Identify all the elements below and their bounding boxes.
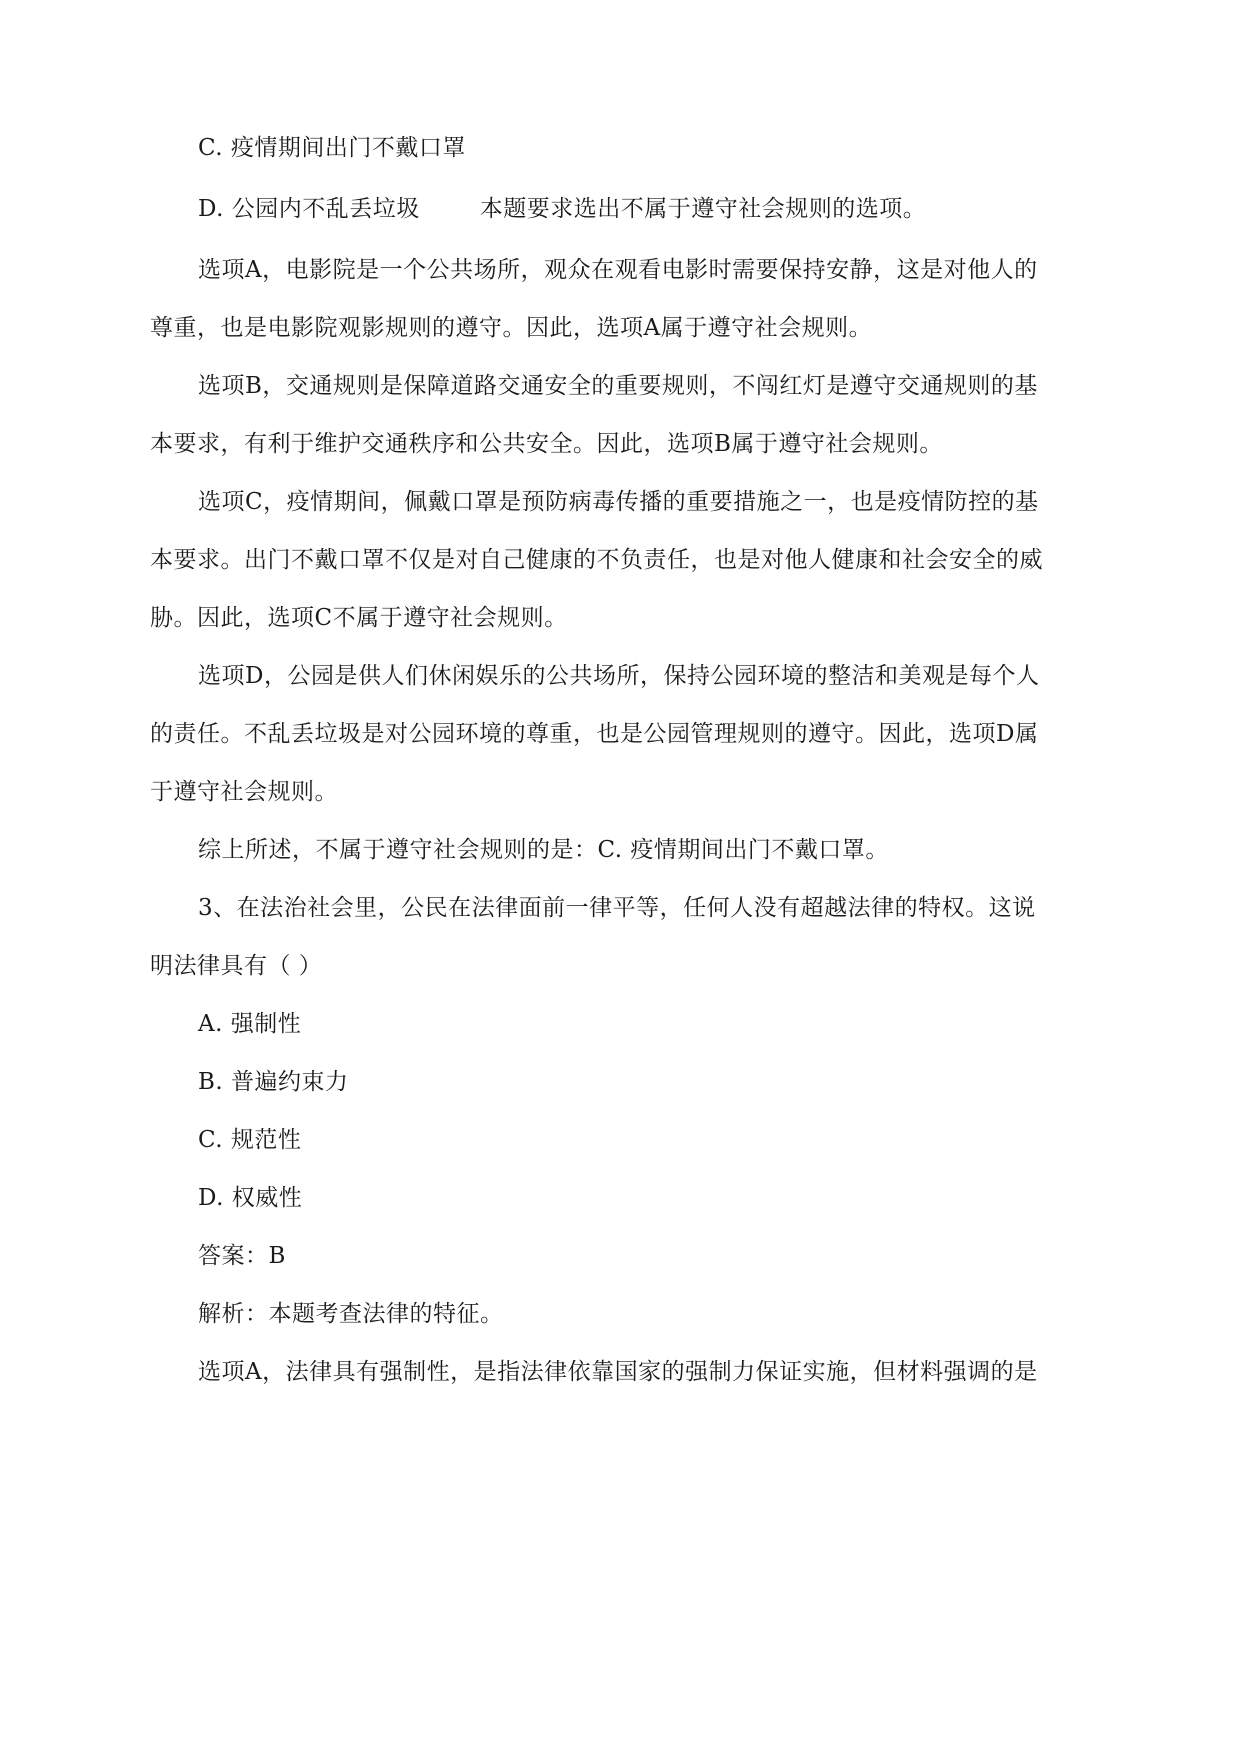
question-3-answer: 答案：B: [198, 1243, 286, 1269]
option-c-previous: C. 疫情期间出门不戴口罩: [198, 135, 466, 161]
analysis-c-line-1: 选项C，疫情期间，佩戴口罩是预防病毒传播的重要措施之一，也是疫情防控的基: [198, 489, 1039, 515]
question-3-option-d: D. 权威性: [198, 1185, 303, 1211]
question-3-line-1: 3、在法治社会里，公民在法律面前一律平等，任何人没有超越法律的特权。这说: [198, 895, 1036, 921]
analysis-a-line-2: 尊重，也是电影院观影规则的遵守。因此，选项A属于遵守社会规则。: [150, 315, 873, 341]
analysis-d-line-3: 于遵守社会规则。: [150, 779, 338, 805]
conclusion: 综上所述，不属于遵守社会规则的是：C. 疫情期间出门不戴口罩。: [198, 837, 889, 863]
analysis-b-line-1: 选项B，交通规则是保障道路交通安全的重要规则，不闯红灯是遵守交通规则的基: [198, 373, 1038, 399]
question-3-option-b: B. 普遍约束力: [198, 1069, 349, 1095]
analysis-c-line-3: 胁。因此，选项C不属于遵守社会规则。: [150, 605, 568, 631]
analysis-d-line-1: 选项D，公园是供人们休闲娱乐的公共场所，保持公园环境的整洁和美观是每个人: [198, 663, 1040, 689]
question-3-analysis-title: 解析：本题考查法律的特征。: [198, 1301, 504, 1327]
question-2-analysis-intro: 本题要求选出不属于遵守社会规则的选项。: [479, 196, 927, 222]
question-3-line-2: 明法律具有（ ）: [150, 953, 323, 979]
analysis-b-line-2: 本要求，有利于维护交通秩序和公共安全。因此，选项B属于遵守社会规则。: [150, 431, 943, 457]
question-3-analysis-a: 选项A，法律具有强制性，是指法律依靠国家的强制力保证实施，但材料强调的是: [198, 1359, 1038, 1385]
analysis-a-line-1: 选项A，电影院是一个公共场所，观众在观看电影时需要保持安静，这是对他人的: [198, 257, 1038, 283]
analysis-d-line-2: 的责任。不乱丢垃圾是对公园环境的尊重，也是公园管理规则的遵守。因此，选项D属: [150, 721, 1039, 747]
question-3-option-c: C. 规范性: [198, 1127, 302, 1153]
option-d-previous-row: [198, 193, 1138, 225]
option-d-previous: D. 公园内不乱丢垃圾: [198, 196, 420, 222]
question-3-option-a: A. 强制性: [198, 1011, 302, 1037]
analysis-c-line-2: 本要求。出门不戴口罩不仅是对自己健康的不负责任，也是对他人健康和社会安全的威: [150, 547, 1043, 573]
